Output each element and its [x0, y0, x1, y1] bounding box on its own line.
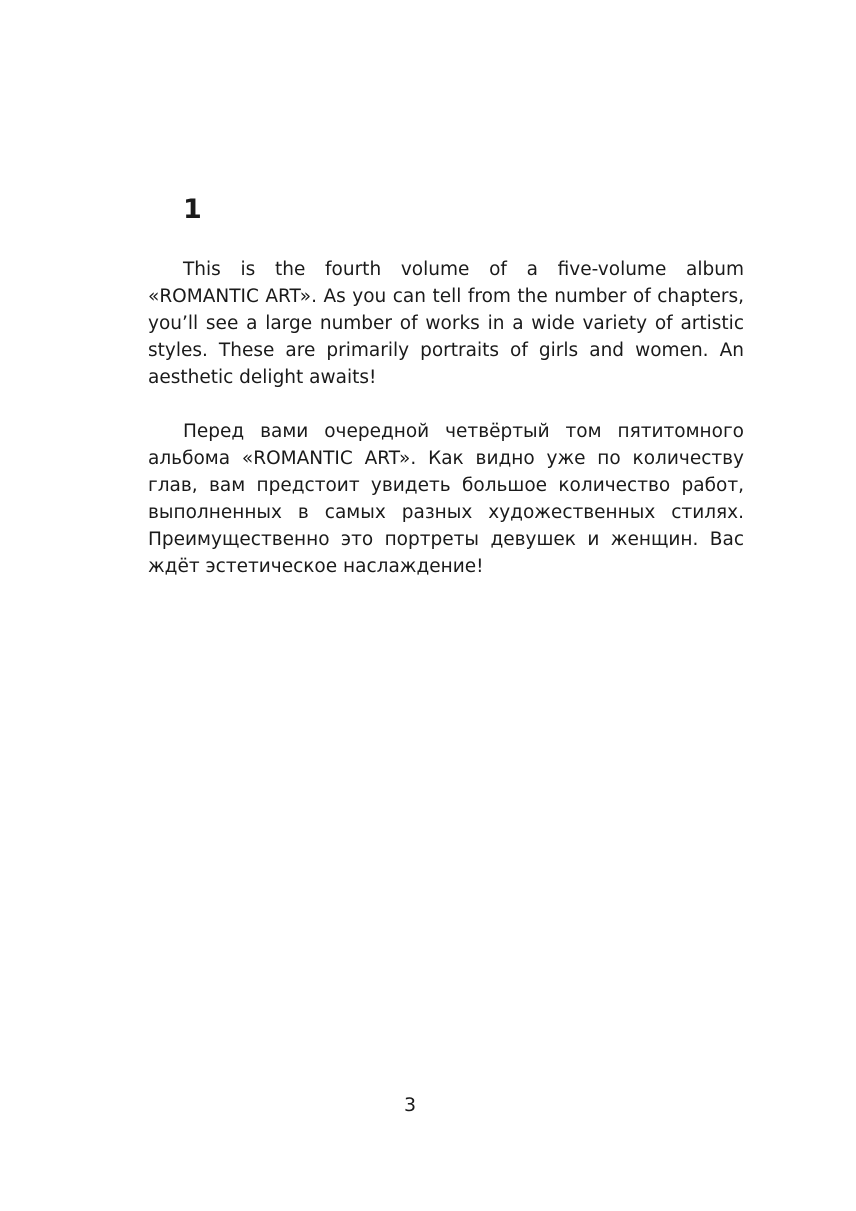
- english-paragraph: This is the fourth volume of a five-volume album «ROMANTIC ART». As you can tell from the number of chapters, you’ll see a large number of works in a wide variety of artistic styles. These are primarily portraits of girls and women. An aesthetic delight awaits!: [148, 259, 744, 388]
- russian-paragraph: Перед вами очередной четвёртый том пятитомного альбома «ROMANTIC ART». Как видно уже по количеству глав, вам предстоит увидеть большое количество работ, выполненных в самых разных художественных стилях. Преимущественно это портреты девушек и женщин. Вас ждёт эстетическое наслаждение!: [148, 421, 744, 577]
- page-number: 3: [403, 1094, 417, 1116]
- chapter-number: 1: [183, 194, 202, 225]
